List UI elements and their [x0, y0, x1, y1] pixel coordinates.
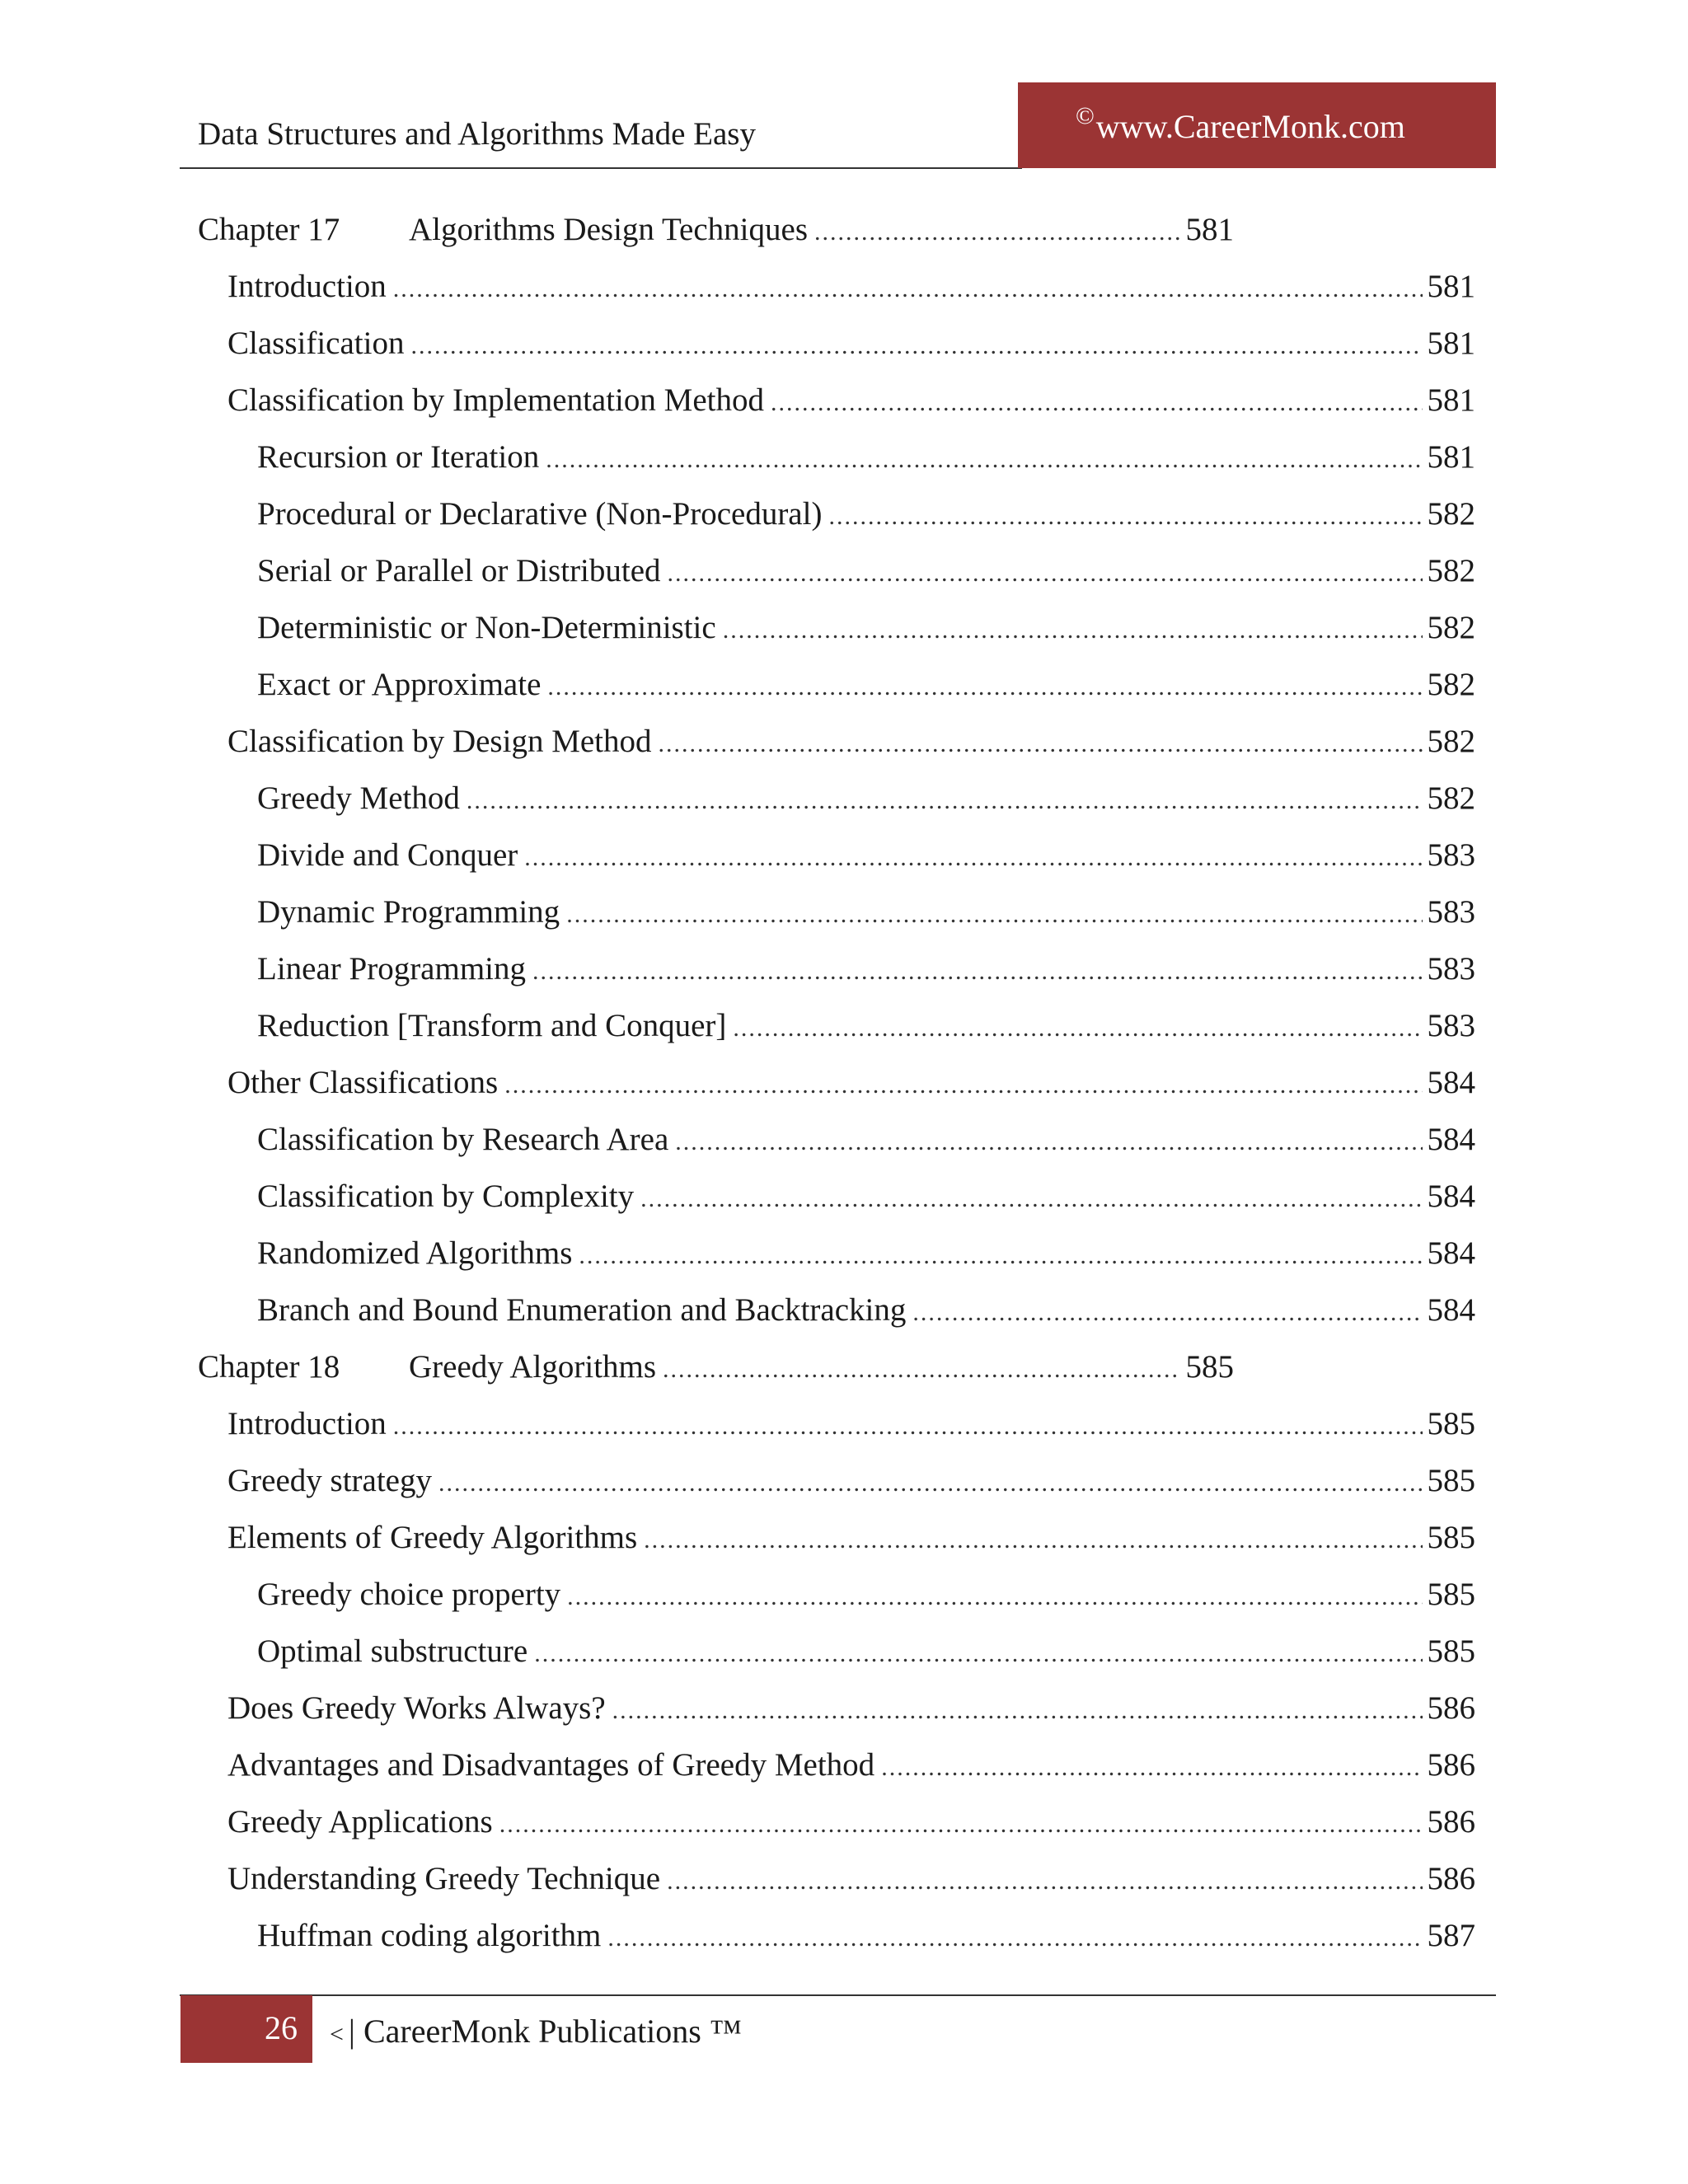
toc-entry-row[interactable]: [0, 1233, 1475, 1290]
toc-dot-leader: [733, 1005, 1422, 1049]
toc-entry-title: Introduction: [227, 269, 387, 304]
toc-page-number: 586: [1427, 1690, 1475, 1726]
toc-dot-leader: [668, 551, 1423, 594]
toc-dot-leader: [566, 892, 1422, 935]
toc-entry-title: Reduction [Transform and Conquer]: [257, 1008, 727, 1043]
toc-page-number: 584: [1427, 1179, 1475, 1214]
page-number: 26: [265, 2009, 298, 2046]
toc-entry-title: Deterministic or Non-Deterministic: [257, 610, 716, 645]
toc-entry-title: Classification by Implementation Method: [227, 382, 764, 418]
book-title: Data Structures and Algorithms Made Easy: [198, 116, 756, 152]
toc-entry-title: Classification: [227, 326, 405, 361]
copyright-symbol: ©: [1076, 102, 1095, 129]
toc-page-number: 582: [1427, 496, 1475, 532]
toc-page-number: 583: [1427, 837, 1475, 873]
toc-entry-title: Procedural or Declarative (Non-Procedural): [257, 496, 823, 532]
toc-entry-title: Optimal substructure: [257, 1633, 528, 1669]
toc-page-number: 582: [1427, 780, 1475, 816]
toc-entry-row[interactable]: [0, 1915, 1475, 1972]
toc-dot-leader: [534, 1631, 1422, 1675]
toc-entry-row[interactable]: [0, 1802, 1475, 1858]
toc-entry-title: Understanding Greedy Technique: [227, 1861, 661, 1896]
toc-entry-title: Classification by Design Method: [227, 724, 652, 759]
toc-chapter-row[interactable]: [0, 209, 1234, 266]
toc-dot-leader: [467, 778, 1423, 822]
toc-dot-leader: [524, 835, 1422, 879]
toc-dot-leader: [546, 437, 1422, 480]
toc-page-number: 585: [1427, 1520, 1475, 1555]
toc-entry-row[interactable]: [0, 1745, 1475, 1802]
toc-entry-row[interactable]: [0, 1631, 1475, 1688]
toc-entry-row[interactable]: [0, 607, 1475, 664]
header-divider: [180, 167, 1022, 169]
toc-page-number: 582: [1427, 724, 1475, 759]
toc-page-number: 583: [1427, 1008, 1475, 1043]
toc-page-number: 584: [1427, 1292, 1475, 1328]
toc-page-number: 586: [1427, 1747, 1475, 1783]
toc-page-number: 584: [1427, 1122, 1475, 1157]
toc-dot-leader: [504, 1062, 1422, 1106]
toc-page-number: 581: [1185, 212, 1234, 247]
toc-dot-leader: [912, 1290, 1422, 1333]
toc-entry-row[interactable]: [0, 551, 1475, 607]
toc-entry-title: Classification by Research Area: [257, 1122, 669, 1157]
toc-page-number: 587: [1427, 1918, 1475, 1953]
toc-dot-leader: [607, 1915, 1422, 1959]
toc-dot-leader: [771, 380, 1423, 424]
toc-page-number: 586: [1427, 1861, 1475, 1896]
toc-entry-title: Divide and Conquer: [257, 837, 518, 873]
website-badge: [1018, 82, 1496, 168]
toc-dot-leader: [814, 209, 1181, 253]
toc-page-number: 581: [1427, 326, 1475, 361]
toc-dot-leader: [644, 1517, 1422, 1561]
toc-dot-leader: [393, 1404, 1423, 1447]
toc-page-number: 582: [1427, 667, 1475, 702]
toc-dot-leader: [410, 323, 1422, 367]
toc-dot-leader: [723, 607, 1423, 651]
toc-entry-title: Other Classifications: [227, 1065, 499, 1100]
toc-entry-row[interactable]: [0, 1460, 1475, 1517]
toc-entry-title: Branch and Bound Enumeration and Backtracking: [257, 1292, 907, 1328]
toc-entry-title: Huffman coding algorithm: [257, 1918, 602, 1953]
toc-dot-leader: [667, 1858, 1422, 1902]
toc-page-number: 583: [1427, 894, 1475, 930]
toc-entry-row[interactable]: [0, 1858, 1475, 1915]
toc-page-number: 585: [1427, 1633, 1475, 1669]
toc-entry-title: Greedy choice property: [257, 1577, 561, 1612]
toc-chapter-number: Chapter 17: [198, 212, 340, 247]
toc-dot-leader: [532, 949, 1423, 992]
toc-dot-leader: [881, 1745, 1422, 1788]
toc-entry-row[interactable]: [0, 835, 1475, 892]
toc-dot-leader: [640, 1176, 1422, 1220]
toc-entry-row[interactable]: [0, 1119, 1475, 1176]
toc-entry-row[interactable]: [0, 437, 1475, 494]
toc-entry-row[interactable]: [0, 892, 1475, 949]
toc-entry-title: Advantages and Disadvantages of Greedy Method: [227, 1747, 875, 1783]
toc-dot-leader: [675, 1119, 1422, 1163]
toc-entry-title: Randomized Algorithms: [257, 1235, 573, 1271]
toc-entry-title: Greedy Algorithms: [409, 1349, 657, 1385]
toc-page-number: 583: [1427, 951, 1475, 987]
toc-page-number: 582: [1427, 610, 1475, 645]
toc-entry-title: Elements of Greedy Algorithms: [227, 1520, 638, 1555]
toc-page-number: 584: [1427, 1065, 1475, 1100]
toc-entry-row[interactable]: [0, 266, 1475, 323]
toc-entry-row[interactable]: [0, 494, 1475, 551]
toc-page-number: 584: [1427, 1235, 1475, 1271]
toc-entry-title: Introduction: [227, 1406, 387, 1441]
toc-entry-row[interactable]: [0, 1290, 1475, 1347]
toc-dot-leader: [499, 1802, 1423, 1845]
toc-page-number: 585: [1427, 1577, 1475, 1612]
toc-entry-title: Serial or Parallel or Distributed: [257, 553, 661, 588]
toc-entry-row[interactable]: [0, 1005, 1475, 1062]
toc-entry-title: Greedy Applications: [227, 1804, 493, 1840]
toc-entry-row[interactable]: [0, 1404, 1475, 1460]
footer-publisher: [330, 2011, 742, 2055]
toc-entry-title: Exact or Approximate: [257, 667, 542, 702]
toc-entry-title: Greedy Method: [257, 780, 460, 816]
toc-entry-row[interactable]: [0, 1517, 1475, 1574]
toc-entry-row[interactable]: [0, 1176, 1475, 1233]
table-of-contents: [0, 209, 1688, 1972]
toc-page-number: 581: [1427, 269, 1475, 304]
website-link[interactable]: www.CareerMonk.com: [1095, 108, 1405, 145]
toc-page-number: 585: [1427, 1406, 1475, 1441]
toc-entry-title: Does Greedy Works Always?: [227, 1690, 606, 1726]
toc-entry-title: Recursion or Iteration: [257, 439, 540, 475]
toc-dot-leader: [393, 266, 1423, 310]
toc-entry-row[interactable]: [0, 380, 1475, 437]
toc-entry-title: Algorithms Design Techniques: [409, 212, 808, 247]
footer-divider: [180, 1994, 1496, 1996]
toc-chapter-row[interactable]: [0, 1347, 1234, 1404]
toc-dot-leader: [828, 494, 1422, 537]
toc-dot-leader: [438, 1460, 1423, 1504]
nav-symbol: <: [330, 2021, 344, 2048]
toc-page-number: 585: [1185, 1349, 1234, 1385]
toc-chapter-number: Chapter 18: [198, 1349, 340, 1385]
toc-page-number: 581: [1427, 439, 1475, 475]
toc-entry-row[interactable]: [0, 323, 1475, 380]
footer-separator: |: [348, 2013, 355, 2050]
toc-entry-row[interactable]: [0, 1688, 1475, 1745]
toc-entry-row[interactable]: [0, 778, 1475, 835]
toc-dot-leader: [579, 1233, 1422, 1277]
toc-page-number: 581: [1427, 382, 1475, 418]
toc-entry-row[interactable]: [0, 721, 1475, 778]
toc-dot-leader: [659, 721, 1423, 765]
toc-entry-row[interactable]: [0, 949, 1475, 1005]
toc-entry-title: Dynamic Programming: [257, 894, 560, 930]
toc-dot-leader: [663, 1347, 1180, 1390]
toc-entry-title: Greedy strategy: [227, 1463, 432, 1498]
toc-page-number: 585: [1427, 1463, 1475, 1498]
toc-page-number: 586: [1427, 1804, 1475, 1840]
page-number-badge: [181, 1995, 312, 2063]
toc-dot-leader: [547, 664, 1422, 708]
toc-page-number: 582: [1427, 553, 1475, 588]
toc-entry-row[interactable]: [0, 1574, 1475, 1631]
toc-dot-leader: [567, 1574, 1422, 1618]
toc-entry-row[interactable]: [0, 1062, 1475, 1119]
toc-entry-row[interactable]: [0, 664, 1475, 721]
publisher-name: CareerMonk Publications ™: [363, 2013, 743, 2050]
toc-dot-leader: [612, 1688, 1423, 1732]
toc-entry-title: Linear Programming: [257, 951, 526, 987]
toc-entry-title: Classification by Complexity: [257, 1179, 635, 1214]
